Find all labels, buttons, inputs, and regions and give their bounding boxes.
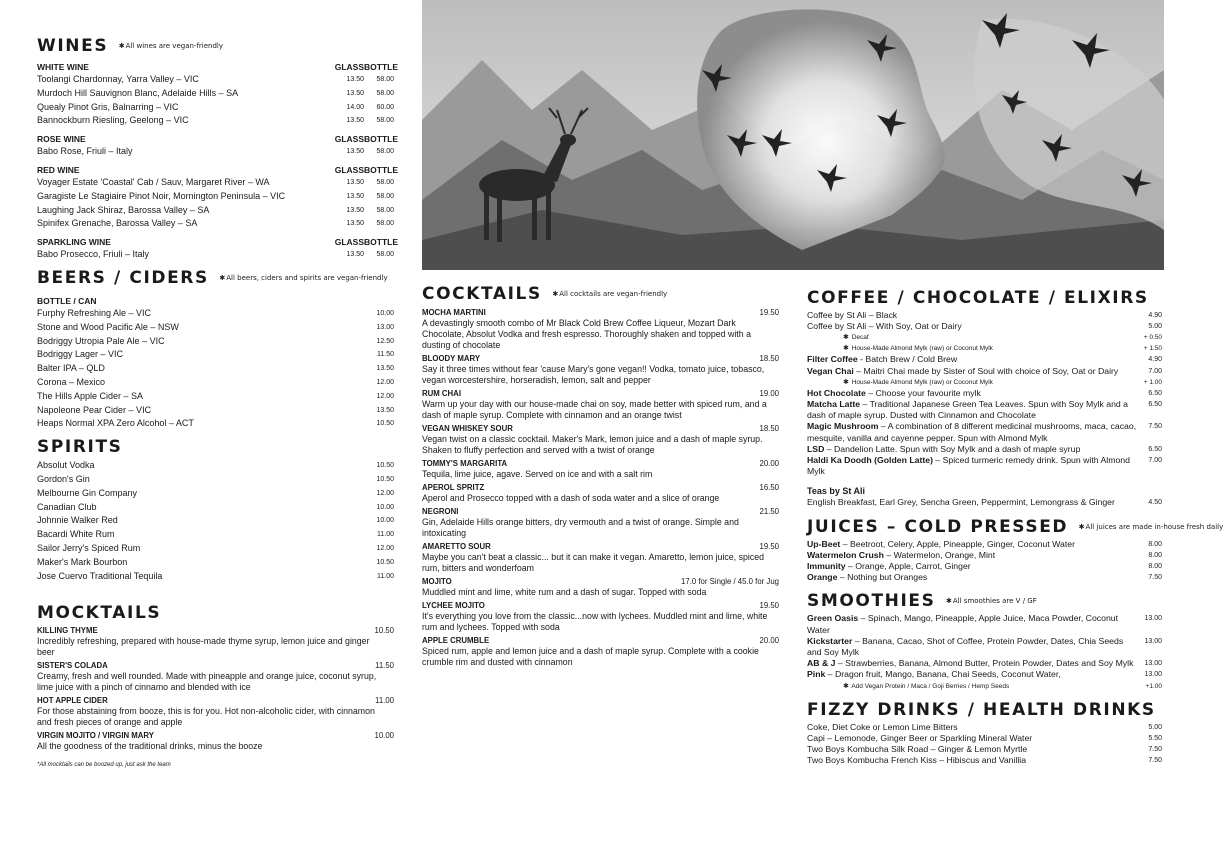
list-item: Balter IPA – QLD 13.50	[37, 363, 394, 374]
white-wine-group	[37, 62, 398, 128]
list-item: Bodriggy Lager – VIC 11.50	[37, 349, 394, 360]
list-item: Canadian Club 10.00	[37, 501, 394, 512]
list-item: Furphy Refreshing Ale – VIC 10.00	[37, 307, 394, 318]
list-item: RUM CHAI 19.00 Warm up your day with our house-made chai on soy, made better with spiced rum, and a dash of maple syrup. Complete with cinnamon and an orange twist	[422, 389, 779, 420]
list-item: VIRGIN MOJITO / VIRGIN MARY 10.00 All the goodness of the traditional drinks, minus the booze	[37, 731, 394, 752]
wines-note: ✱All wines are vegan-friendly	[118, 42, 224, 50]
list-item: Sailor Jerry's Spiced Rum 12.00	[37, 542, 394, 553]
list-item: Melbourne Gin Company 12.00	[37, 487, 394, 498]
list-item: Coffee by St Ali – Black 4.90	[807, 310, 1162, 320]
rose-wine-group: ROSE WINE GLASS BOTTLE Babo Rose, Friuli – Italy 13.50 58.00	[37, 134, 394, 159]
list-item: AB & J – Strawberries, Banana, Almond Butter, Protein Powder, Dates and Soy Mylk 13.00	[807, 658, 1162, 669]
list-item: Maker's Mark Bourbon 10.50	[37, 556, 394, 567]
cocktail-list	[422, 308, 779, 668]
red-wine-group: RED WINE GLASS BOTTLE Voyager Estate 'Coastal' Cab / Sauv, Margaret River – WA 13.50 58.00 Garagiste Le Stagiaire Pinot Noir, Mornington Peninsula – VIC 13.50 58.00 Laughing Jack Shiraz, Barossa Valley – SA 13.50 58.00 Spinifex Grenache, Barossa Valley – SA 13.50 58.00	[37, 165, 394, 231]
list-item: BLOODY MARY 18.50 Say it three times without fear 'cause Mary's gone vegan!! Vodka, tomato juice, tobasco, vegan worcestershire, horseradish, lemon, salt and pepper	[422, 354, 779, 385]
list-item: APPLE CRUMBLE 20.00 Spiced rum, apple and lemon juice and a dash of maple syrup. Complete with a cookie crumble rim and dusted with cinnamon	[422, 636, 779, 667]
list-item: Matcha Latte – Traditional Japanese Green Tea Leaves. Spun with Soy Mylk and a dash of maple syrup. Dusted with Cinnamon and Chocolate 6.50	[807, 399, 1162, 421]
list-item: Napoleone Pear Cider – VIC 13.50	[37, 404, 394, 415]
list-item: TOMMY'S MARGARITA 20.00 Tequila, lime juice, agave. Served on ice and with a salt rim	[422, 459, 779, 479]
list-item: Garagiste Le Stagiaire Pinot Noir, Mornington Peninsula – VIC 13.50 58.00	[37, 190, 394, 201]
mocktails-footnote: *All mocktails can be boozed up, just ask the team	[37, 762, 171, 769]
bottle-can-heading: BOTTLE / CAN	[37, 295, 97, 306]
list-item: Babo Prosecco, Friuli – Italy 13.50 58.00	[37, 249, 394, 260]
list-item: ✱ Decaf + 0.50	[843, 334, 1162, 342]
smoothie-list	[807, 613, 1162, 691]
list-item: Stone and Wood Pacific Ale – NSW 13.00	[37, 321, 394, 332]
teas-title: Teas by St Ali	[807, 486, 866, 497]
juice-list	[807, 539, 1162, 584]
list-item: Absolut Vodka 10.50	[37, 460, 394, 471]
bottle-label: BOTTLE	[364, 62, 398, 72]
list-item: MOJITO 17.0 for Single / 45.0 for Jug Muddled mint and lime, white rum and a dash of sugar. Topped with soda	[422, 577, 779, 597]
fizzy-list	[807, 722, 1162, 767]
list-item: Jose Cuervo Traditional Tequila 11.00	[37, 570, 394, 581]
fizzy-section-title: FIZZY DRINKS / HEALTH DRINKS	[807, 699, 1156, 720]
list-item: Toolangi Chardonnay, Yarra Valley – VIC 13.50 58.00	[37, 74, 394, 84]
list-item: Haldi Ka Doodh (Golden Latte) – Spiced turmeric remedy drink. Spun with Almond Mylk 7.00	[807, 455, 1162, 477]
list-item: ✱ House-Made Almond Mylk (raw) or Coconut Mylk + 1.50	[843, 345, 1162, 353]
list-item: Coffee by St Ali – With Soy, Oat or Dairy 5.00	[807, 321, 1162, 332]
list-item: Orange – Nothing but Oranges 7.50	[807, 572, 1162, 583]
list-item: Two Boys Kombucha Silk Road – Ginger & Lemon Myrtle 7.50	[807, 744, 1162, 755]
list-item: AMARETTO SOUR 19.50 Maybe you can't beat a classic... but it can make it vegan. Amaretto, lemon juice, spiced rum, bitters and wonderfoam	[422, 542, 779, 573]
list-item: ✱ Add Vegan Protein / Maca / Goji Berries / Hemp Seeds +1.00	[843, 682, 1162, 690]
list-item: Murdoch Hill Sauvignon Blanc, Adelaide Hills – SA 13.50 58.00	[37, 87, 394, 98]
list-item: Bannockburn Riesling, Geelong – VIC 13.50 58.00	[37, 115, 394, 126]
list-item: ✱ House-Made Almond Mylk (raw) or Coconut Mylk + 1.00	[843, 378, 1162, 386]
list-item: Capi – Lemonode, Ginger Beer or Sparkling Mineral Water 5.50	[807, 732, 1162, 743]
list-item: MOCHA MARTINI 19.50 A devastingly smooth combo of Mr Black Cold Brew Coffee Liqueur, Mozart Dark Chocolate, Absolut Vodka and fresh espresso. Thoroughly shaken and topped with a dusting of chocolate	[422, 308, 779, 350]
coffee-list	[807, 310, 1162, 477]
list-item: VEGAN WHISKEY SOUR 18.50 Vegan twist on a classic cocktail. Maker's Mark, lemon juice and a dash of maple syrup. Shaken to fluffy perfection and served with a twist of orange	[422, 424, 779, 455]
list-item: APEROL SPRITZ 16.50 Aperol and Prosecco topped with a dash of soda water and a slice of orange	[422, 483, 779, 503]
collage-artwork	[422, 0, 1164, 270]
list-item: Laughing Jack Shiraz, Barossa Valley – SA 13.50 58.00	[37, 204, 394, 215]
list-item: LYCHEE MOJITO 19.50 It's everything you love from the classic...now with lychees. Muddled mint and lime, white rum and lychees. Topped with soda	[422, 601, 779, 632]
list-item: The Hills Apple Cider – SA 12.00	[37, 390, 394, 401]
spirit-list	[37, 459, 394, 583]
juices-section-title: JUICES – COLD PRESSED ✱All juices are made in-house fresh daily	[807, 516, 1223, 537]
list-item: Coke, Diet Coke or Lemon Lime Bitters 5.00	[807, 721, 1162, 732]
list-item: Immunity – Orange, Apple, Carrot, Ginger 8.00	[807, 561, 1162, 572]
list-item: English Breakfast, Earl Grey, Sencha Green, Peppermint, Lemongrass & Ginger 4.50	[807, 497, 1162, 508]
list-item: Pink – Dragon fruit, Mango, Banana, Chai Seeds, Coconut Water, 13.00	[807, 669, 1162, 680]
list-item: Kickstarter – Banana, Cacao, Shot of Coffee, Protein Powder, Dates, Chia Seeds and Soy Mylk 13.00	[807, 635, 1162, 658]
spirits-section-title: SPIRITS	[37, 437, 123, 458]
list-item: Filter Coffee - Batch Brew / Cold Brew 4.90	[807, 354, 1162, 365]
column-right	[807, 288, 1223, 766]
list-item: Up-Beet – Beetroot, Celery, Apple, Pineapple, Ginger, Coconut Water 8.00	[807, 538, 1162, 549]
list-item: Hot Chocolate – Choose your favourite mylk 6.50	[807, 387, 1162, 398]
hero-illustration	[422, 0, 1164, 270]
sparkling-wine-group: SPARKLING WINE GLASS BOTTLE Babo Prosecco, Friuli – Italy 13.50 58.00	[37, 237, 394, 262]
list-item: HOT APPLE CIDER 11.00 For those abstaining from booze, this is for you. Hot non-alcoholic cider, with cinnamon and fresh pieces of orange and apple	[37, 696, 394, 728]
list-item: Johnnie Walker Red 10.00	[37, 515, 394, 526]
list-item: Spinifex Grenache, Barossa Valley – SA 13.50 58.00	[37, 218, 394, 229]
list-item: Magic Mushroom – A combination of 8 different medicinal mushrooms, maca, cacao, mesquite, vanilla and cayenne pepper. Spun with Almond Mylk 7.50	[807, 421, 1162, 443]
beer-list	[37, 307, 394, 431]
list-item: Bodriggy Utropia Pale Ale – VIC 12.50	[37, 335, 394, 346]
cocktails-section-title: COCKTAILS ✱All cocktails are vegan-friendly	[422, 284, 668, 304]
list-item: Bacardi White Rum 11.00	[37, 529, 394, 540]
coffee-section-title: COFFEE / CHOCOLATE / ELIXIRS	[807, 288, 1149, 308]
smoothies-section-title: SMOOTHIES ✱All smoothies are V / GF	[807, 591, 1037, 612]
list-item: Quealy Pinot Gris, Balnarring – VIC 14.00 60.00	[37, 101, 394, 112]
glass-label: GLASS	[334, 62, 364, 72]
mocktails-section-title: MOCKTAILS	[37, 603, 162, 624]
list-item: SISTER'S COLADA 11.50 Creamy, fresh and well rounded. Made with pineapple and orange juice, coconut syrup, lime juice with a pinch of cinnamo and blended with ice	[37, 661, 394, 693]
list-item: Green Oasis – Spinach, Mango, Pineapple, Apple Juice, Maca Powder, Coconut Water 13.00	[807, 613, 1162, 635]
wines-title: WINES	[37, 36, 109, 56]
column-middle	[422, 284, 779, 668]
beers-section-title: BEERS / CIDERS ✱All beers, ciders and spirits are vegan-friendly	[37, 267, 388, 288]
wines-section-title	[37, 36, 394, 56]
list-item: Gordon's Gin 10.50	[37, 473, 394, 484]
column-left	[37, 36, 398, 769]
list-item: LSD – Dandelion Latte. Spun with Soy Mylk and a dash of maple syrup 6.50	[807, 443, 1162, 454]
mocktail-list	[37, 626, 394, 752]
list-item: Two Boys Kombucha French Kiss – Hibiscus and Vanillia 7.50	[807, 755, 1162, 766]
list-item: NEGRONI 21.50 Gin, Adelaide Hills orange bitters, dry vermouth and a twist of orange. Simple and intoxicating	[422, 507, 779, 538]
list-item: Heaps Normal XPA Zero Alcohol – ACT 10.50	[37, 418, 394, 429]
list-item: Vegan Chai – Maitri Chai made by Sister of Soul with choice of Soy, Oat or Dairy 7.00	[807, 365, 1162, 376]
white-wine-heading: WHITE WINE	[37, 62, 89, 72]
list-item: Watermelon Crush – Watermelon, Orange, Mint 8.00	[807, 549, 1162, 560]
list-item: KILLING THYME 10.50 Incredibly refreshing, prepared with house-made thyme syrup, lemon juice and ginger beer	[37, 626, 394, 658]
list-item: Babo Rose, Friuli – Italy 13.50 58.00	[37, 146, 394, 157]
list-item: Corona – Mexico 12.00	[37, 376, 394, 387]
list-item: Voyager Estate 'Coastal' Cab / Sauv, Margaret River – WA 13.50 58.00	[37, 176, 394, 187]
